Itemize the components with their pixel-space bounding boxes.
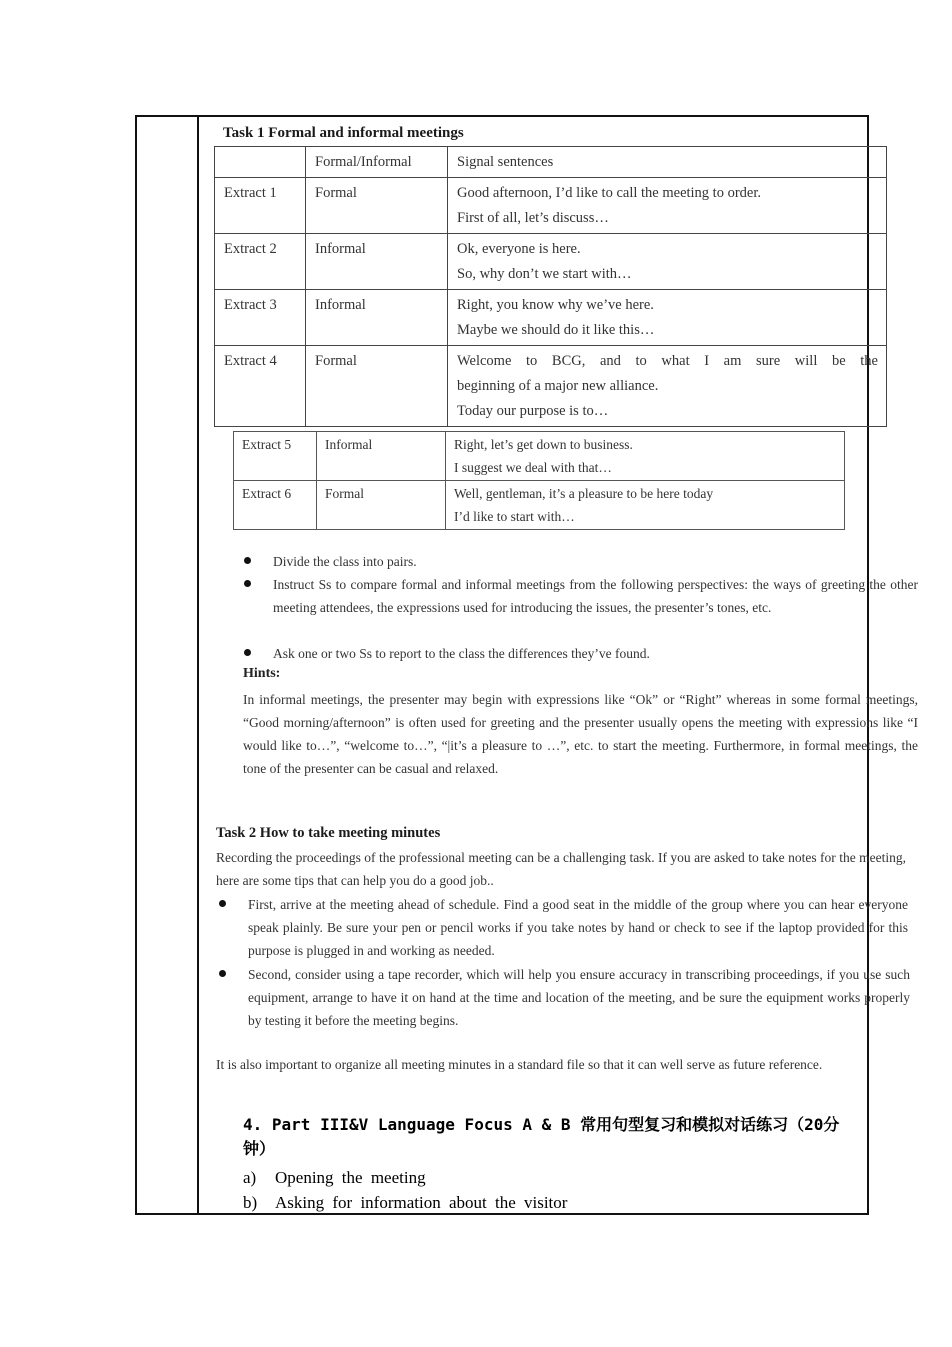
extract-label: Extract 6 <box>234 481 317 530</box>
hints-text: In informal meetings, the presenter may begin with expressions like “Ok” or “Right” whereas in some formal meetings, “Good morning/afternoon” is often used for greeting and the presenter usually opens the meeting with expressions like “I would like to…”, “welcome to…”, “|it’s a pleasure to …”, etc. to start the meeting. Furthermore, in formal meetings, the tone of the presenter can be casual and relaxed. <box>243 692 918 776</box>
signal-line: Today our purpose is to… <box>457 403 609 419</box>
extract-label: Extract 1 <box>215 178 306 234</box>
header-cell-signal: Signal sentences <box>448 147 887 178</box>
table-row <box>215 178 887 234</box>
extract-label: Extract 2 <box>215 234 306 290</box>
signal-line: I’d like to start with… <box>454 508 575 524</box>
table-row <box>215 346 887 427</box>
extract-label: Extract 5 <box>234 432 317 481</box>
signal-line: Good afternoon, I’d like to call the meeting to order. <box>457 185 762 201</box>
signal-line: So, why don’t we start with… <box>457 266 632 282</box>
signal-sentences <box>448 178 887 234</box>
task2-bullet: Second, consider using a tape recorder, which will help you ensure accuracy in transcribing proceedings, if you use such equipment, arrange to have it on hand at the time and location of the meeting, and be sure the equipment works properly by testing it before the meeting begins. <box>248 967 910 1028</box>
task2-closing: It is also important to organize all meeting minutes in a standard file so that it can well serve as future reference. <box>216 1057 823 1072</box>
task1-bullet: Divide the class into pairs. <box>273 554 417 569</box>
signal-sentences <box>448 290 887 346</box>
extract-type: Formal <box>317 481 446 530</box>
header-cell-type: Formal/Informal <box>306 147 448 178</box>
part4-heading: 4. Part III&V Language Focus A & B 常用句型复习和模拟对话练习（20分钟） <box>243 1115 840 1158</box>
signal-sentences <box>446 481 845 530</box>
signal-sentences <box>448 346 887 427</box>
list-item-text: Asking for information about the visitor <box>275 1193 568 1212</box>
extract-type: Informal <box>317 432 446 481</box>
bullet-dot-icon <box>244 580 251 587</box>
bullet-dot-icon <box>219 900 226 907</box>
list-item-label: a) <box>243 1168 257 1187</box>
task2-title: Task 2 How to take meeting minutes <box>216 825 441 841</box>
extract-type: Informal <box>306 290 448 346</box>
extract-table-1 <box>214 146 887 427</box>
table-row <box>234 481 845 530</box>
signal-line: Maybe we should do it like this… <box>457 322 655 338</box>
extract-type: Informal <box>306 234 448 290</box>
table-row <box>234 432 845 481</box>
extract-table-2 <box>233 431 845 530</box>
signal-sentences <box>448 234 887 290</box>
signal-line: Right, you know why we’ve here. <box>457 297 654 313</box>
bullet-dot-icon <box>244 557 251 564</box>
column-divider <box>197 115 199 1215</box>
task2-bullet: First, arrive at the meeting ahead of schedule. Find a good seat in the middle of the group where you can hear everyone speak plainly. Be sure your pen or pencil works if you take notes by hand or check to see if the laptop provided for this purpose is plugged in and working as needed. <box>248 897 908 958</box>
task1-bullet: Ask one or two Ss to report to the class the differences they’ve found. <box>273 646 650 661</box>
extract-type: Formal <box>306 346 448 427</box>
signal-line: Well, gentleman, it’s a pleasure to be here today <box>454 486 714 501</box>
extract-label: Extract 3 <box>215 290 306 346</box>
hints-title: Hints: <box>243 666 281 681</box>
bullet-dot-icon <box>244 649 251 656</box>
task2-intro: Recording the proceedings of the professional meeting can be a challenging task. If you are asked to take notes for the meeting, here are some tips that can help you do a good job.. <box>216 850 906 888</box>
signal-line: I suggest we deal with that… <box>454 459 612 475</box>
list-item-text: Opening the meeting <box>275 1168 426 1187</box>
bullet-dot-icon <box>219 970 226 977</box>
signal-line: Welcome to BCG, and to what I am sure will be the <box>457 353 878 369</box>
signal-line: Ok, everyone is here. <box>457 241 581 257</box>
header-cell-empty <box>215 147 306 178</box>
task1-title: Task 1 Formal and informal meetings <box>223 125 464 141</box>
list-item-label: b) <box>243 1193 258 1212</box>
table-row <box>215 234 887 290</box>
table-header-row <box>215 147 887 178</box>
signal-line: beginning of a major new alliance. <box>457 378 659 394</box>
signal-line: First of all, let’s discuss… <box>457 210 609 226</box>
extract-label: Extract 4 <box>215 346 306 427</box>
task1-bullet: Instruct Ss to compare formal and informal meetings from the following perspectives: the ways of greeting the other meeting attendees, the expressions used for introducing the issues, the presenter’s tones, etc. <box>273 577 918 615</box>
extract-type: Formal <box>306 178 448 234</box>
signal-line: Right, let’s get down to business. <box>454 437 633 452</box>
signal-sentences <box>446 432 845 481</box>
table-row <box>215 290 887 346</box>
